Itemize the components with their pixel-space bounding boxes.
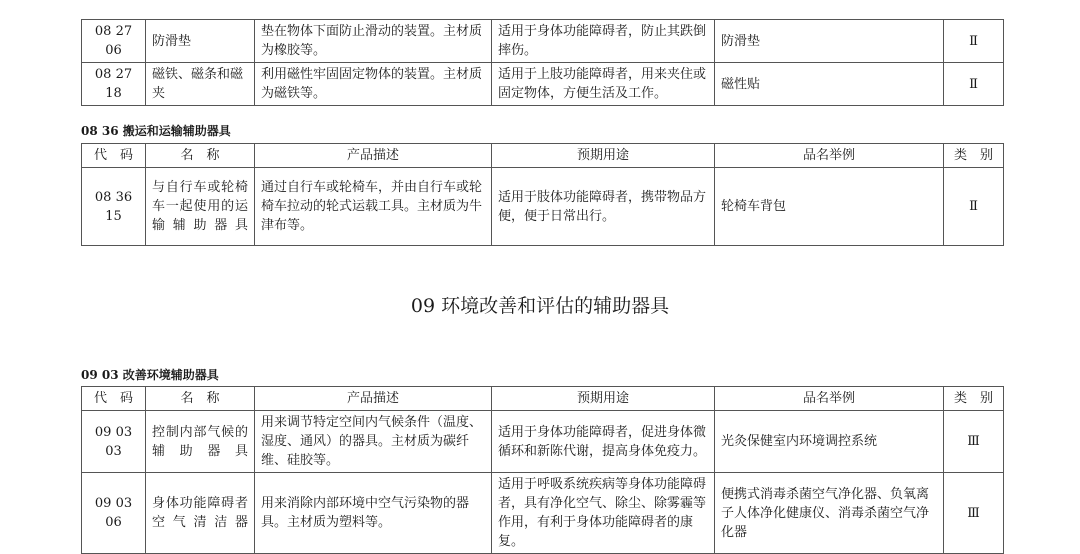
- header-use: 预期用途: [492, 144, 715, 168]
- header-class: 类 别: [944, 387, 1004, 411]
- use-cell: 适用于上肢功能障碍者，用来夹住或固定物体，方便生活及工作。: [492, 63, 715, 106]
- desc-cell: 用来消除内部环境中空气污染物的器具。主材质为塑料等。: [255, 473, 492, 554]
- desc-cell: 用来调节特定空间内气候条件（温度、湿度、通风）的器具。主材质为碳纤维、硅胶等。: [255, 411, 492, 473]
- example-cell: 防滑垫: [715, 20, 944, 63]
- header-desc: 产品描述: [255, 144, 492, 168]
- header-class: 类 别: [944, 144, 1004, 168]
- table-row: [82, 20, 1004, 63]
- table-header-row: [82, 387, 1004, 411]
- header-desc: 产品描述: [255, 387, 492, 411]
- name-cell: 控制内部气候的辅助器具: [146, 411, 255, 473]
- table-0827: [81, 19, 1004, 106]
- table-row: [82, 473, 1004, 554]
- class-cell: Ⅱ: [944, 20, 1004, 63]
- table-0903: [81, 386, 1004, 554]
- table-row: [82, 411, 1004, 473]
- header-example: 品名举例: [715, 144, 944, 168]
- use-cell: 适用于身体功能障碍者，促进身体微循环和新陈代谢，提高身体免疫力。: [492, 411, 715, 473]
- table-row: [82, 63, 1004, 106]
- class-cell: Ⅲ: [944, 411, 1004, 473]
- example-cell: 便携式消毒杀菌空气净化器、负氧离子人体净化健康仪、消毒杀菌空气净化器: [715, 473, 944, 554]
- example-cell: 轮椅车背包: [715, 168, 944, 246]
- header-name: 名 称: [146, 387, 255, 411]
- example-cell: 磁性贴: [715, 63, 944, 106]
- header-example: 品名举例: [715, 387, 944, 411]
- class-cell: Ⅱ: [944, 168, 1004, 246]
- name-cell: 防滑垫: [146, 20, 255, 63]
- use-cell: 适用于呼吸系统疾病等身体功能障碍者，具有净化空气、除尘、除雾霾等作用，有利于身体功能障碍者的康复。: [492, 473, 715, 554]
- example-cell: 光灸保健室内环境调控系统: [715, 411, 944, 473]
- name-cell: 与自行车或轮椅车一起使用的运输辅助器具: [146, 168, 255, 246]
- use-cell: 适用于肢体功能障碍者，携带物品方便，便于日常出行。: [492, 168, 715, 246]
- code-cell: 09 03 06: [82, 473, 146, 554]
- section-heading-0903: 09 03 改善环境辅助器具: [81, 368, 219, 382]
- use-cell: 适用于身体功能障碍者，防止其跌倒摔伤。: [492, 20, 715, 63]
- name-cell: 磁铁、磁条和磁夹: [146, 63, 255, 106]
- desc-cell: 垫在物体下面防止滑动的装置。主材质为橡胶等。: [255, 20, 492, 63]
- header-name: 名 称: [146, 144, 255, 168]
- class-cell: Ⅱ: [944, 63, 1004, 106]
- code-cell: 09 03 03: [82, 411, 146, 473]
- header-code: 代 码: [82, 387, 146, 411]
- code-cell: 08 36 15: [82, 168, 146, 246]
- code-cell: 08 27 18: [82, 63, 146, 106]
- name-cell: 身体功能障碍者空气清洁器: [146, 473, 255, 554]
- table-row: [82, 168, 1004, 246]
- header-use: 预期用途: [492, 387, 715, 411]
- code-cell: 08 27 06: [82, 20, 146, 63]
- table-0836: [81, 143, 1004, 246]
- desc-cell: 通过自行车或轮椅车，并由自行车或轮椅车拉动的轮式运载工具。主材质为牛津布等。: [255, 168, 492, 246]
- class-cell: Ⅲ: [944, 473, 1004, 554]
- chapter-title: 09 环境改善和评估的辅助器具: [410, 295, 670, 317]
- table-header-row: [82, 144, 1004, 168]
- section-heading-0836: 08 36 搬运和运输辅助器具: [81, 124, 231, 138]
- desc-cell: 利用磁性牢固固定物体的装置。主材质为磁铁等。: [255, 63, 492, 106]
- header-code: 代 码: [82, 144, 146, 168]
